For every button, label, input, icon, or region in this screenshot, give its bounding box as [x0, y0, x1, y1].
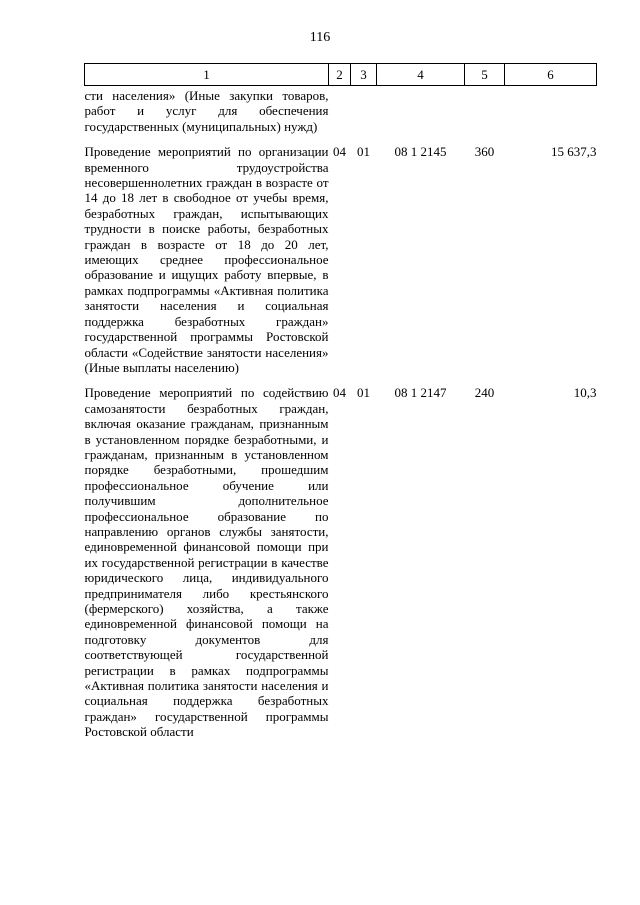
target-article-code: 08 1 2147	[394, 385, 447, 401]
subsection-code	[351, 86, 377, 135]
amount-value: 10,3	[573, 385, 597, 401]
amount-value	[505, 86, 597, 135]
table-row	[85, 375, 597, 739]
target-article-code	[377, 86, 465, 135]
column-header: 1	[85, 64, 329, 86]
expense-type-code: 240	[474, 385, 495, 401]
row-description: Проведение мероприятий по организации временного трудоустройства несовершеннолетних граждан в возрасте от 14 до 18 лет в свободное от учебы время, безработных граждан, испытывающих трудности в поиске работы, безработных граждан в возрасте от 18 до 20 лет, имеющих среднее профессиональное образование и ищущих работу впервые, в рамках подпрограммы «Активная политика занятости населения и социальная поддержка безработных граждан» государственной программы Ростовской области «Содействие занятости населения» (Иные выплаты населению)	[84, 144, 329, 375]
table-header-row	[85, 64, 597, 86]
column-header: 5	[465, 64, 505, 86]
target-article-code: 08 1 2145	[394, 144, 447, 160]
row-description: сти населения» (Иные закупки товаров, работ и услуг для обеспечения государственных (муниципальных) нужд)	[84, 88, 329, 134]
column-header: 4	[377, 64, 465, 86]
expense-type-code	[465, 86, 505, 135]
amount-value: 15 637,3	[551, 144, 597, 160]
expense-type-code: 360	[474, 144, 495, 160]
subsection-code: 01	[357, 385, 370, 401]
row-description: Проведение мероприятий по содействию самозанятости безработных граждан, включая оказание гражданам, признанным в установленном порядке безработными, и гражданам, признанным в установленном порядке безработными, прошедшим профессиональное обучение или получившим дополнительное профессиональное образование по направлению органов службы занятости, единовременной финансовой помощи при их государственной регистрации в качестве юридического лица, индивидуального предпринимателя либо крестьянского (фермерского) хозяйства, а также единовременной финансовой помощи на подготовку документов для соответствующей государственной регистрации в рамках подпрограммы «Активная политика занятости населения и социальная поддержка безработных граждан» государственной программы Ростовской области	[84, 385, 329, 740]
section-code: 04	[333, 144, 346, 160]
table-row	[85, 86, 597, 135]
section-code: 04	[333, 385, 346, 401]
subsection-code: 01	[357, 144, 370, 160]
column-header: 3	[351, 64, 377, 86]
column-header: 6	[505, 64, 597, 86]
column-header: 2	[329, 64, 351, 86]
table-row	[85, 134, 597, 375]
page-number: 116	[309, 30, 331, 45]
budget-table	[84, 63, 597, 740]
section-code	[329, 86, 351, 135]
